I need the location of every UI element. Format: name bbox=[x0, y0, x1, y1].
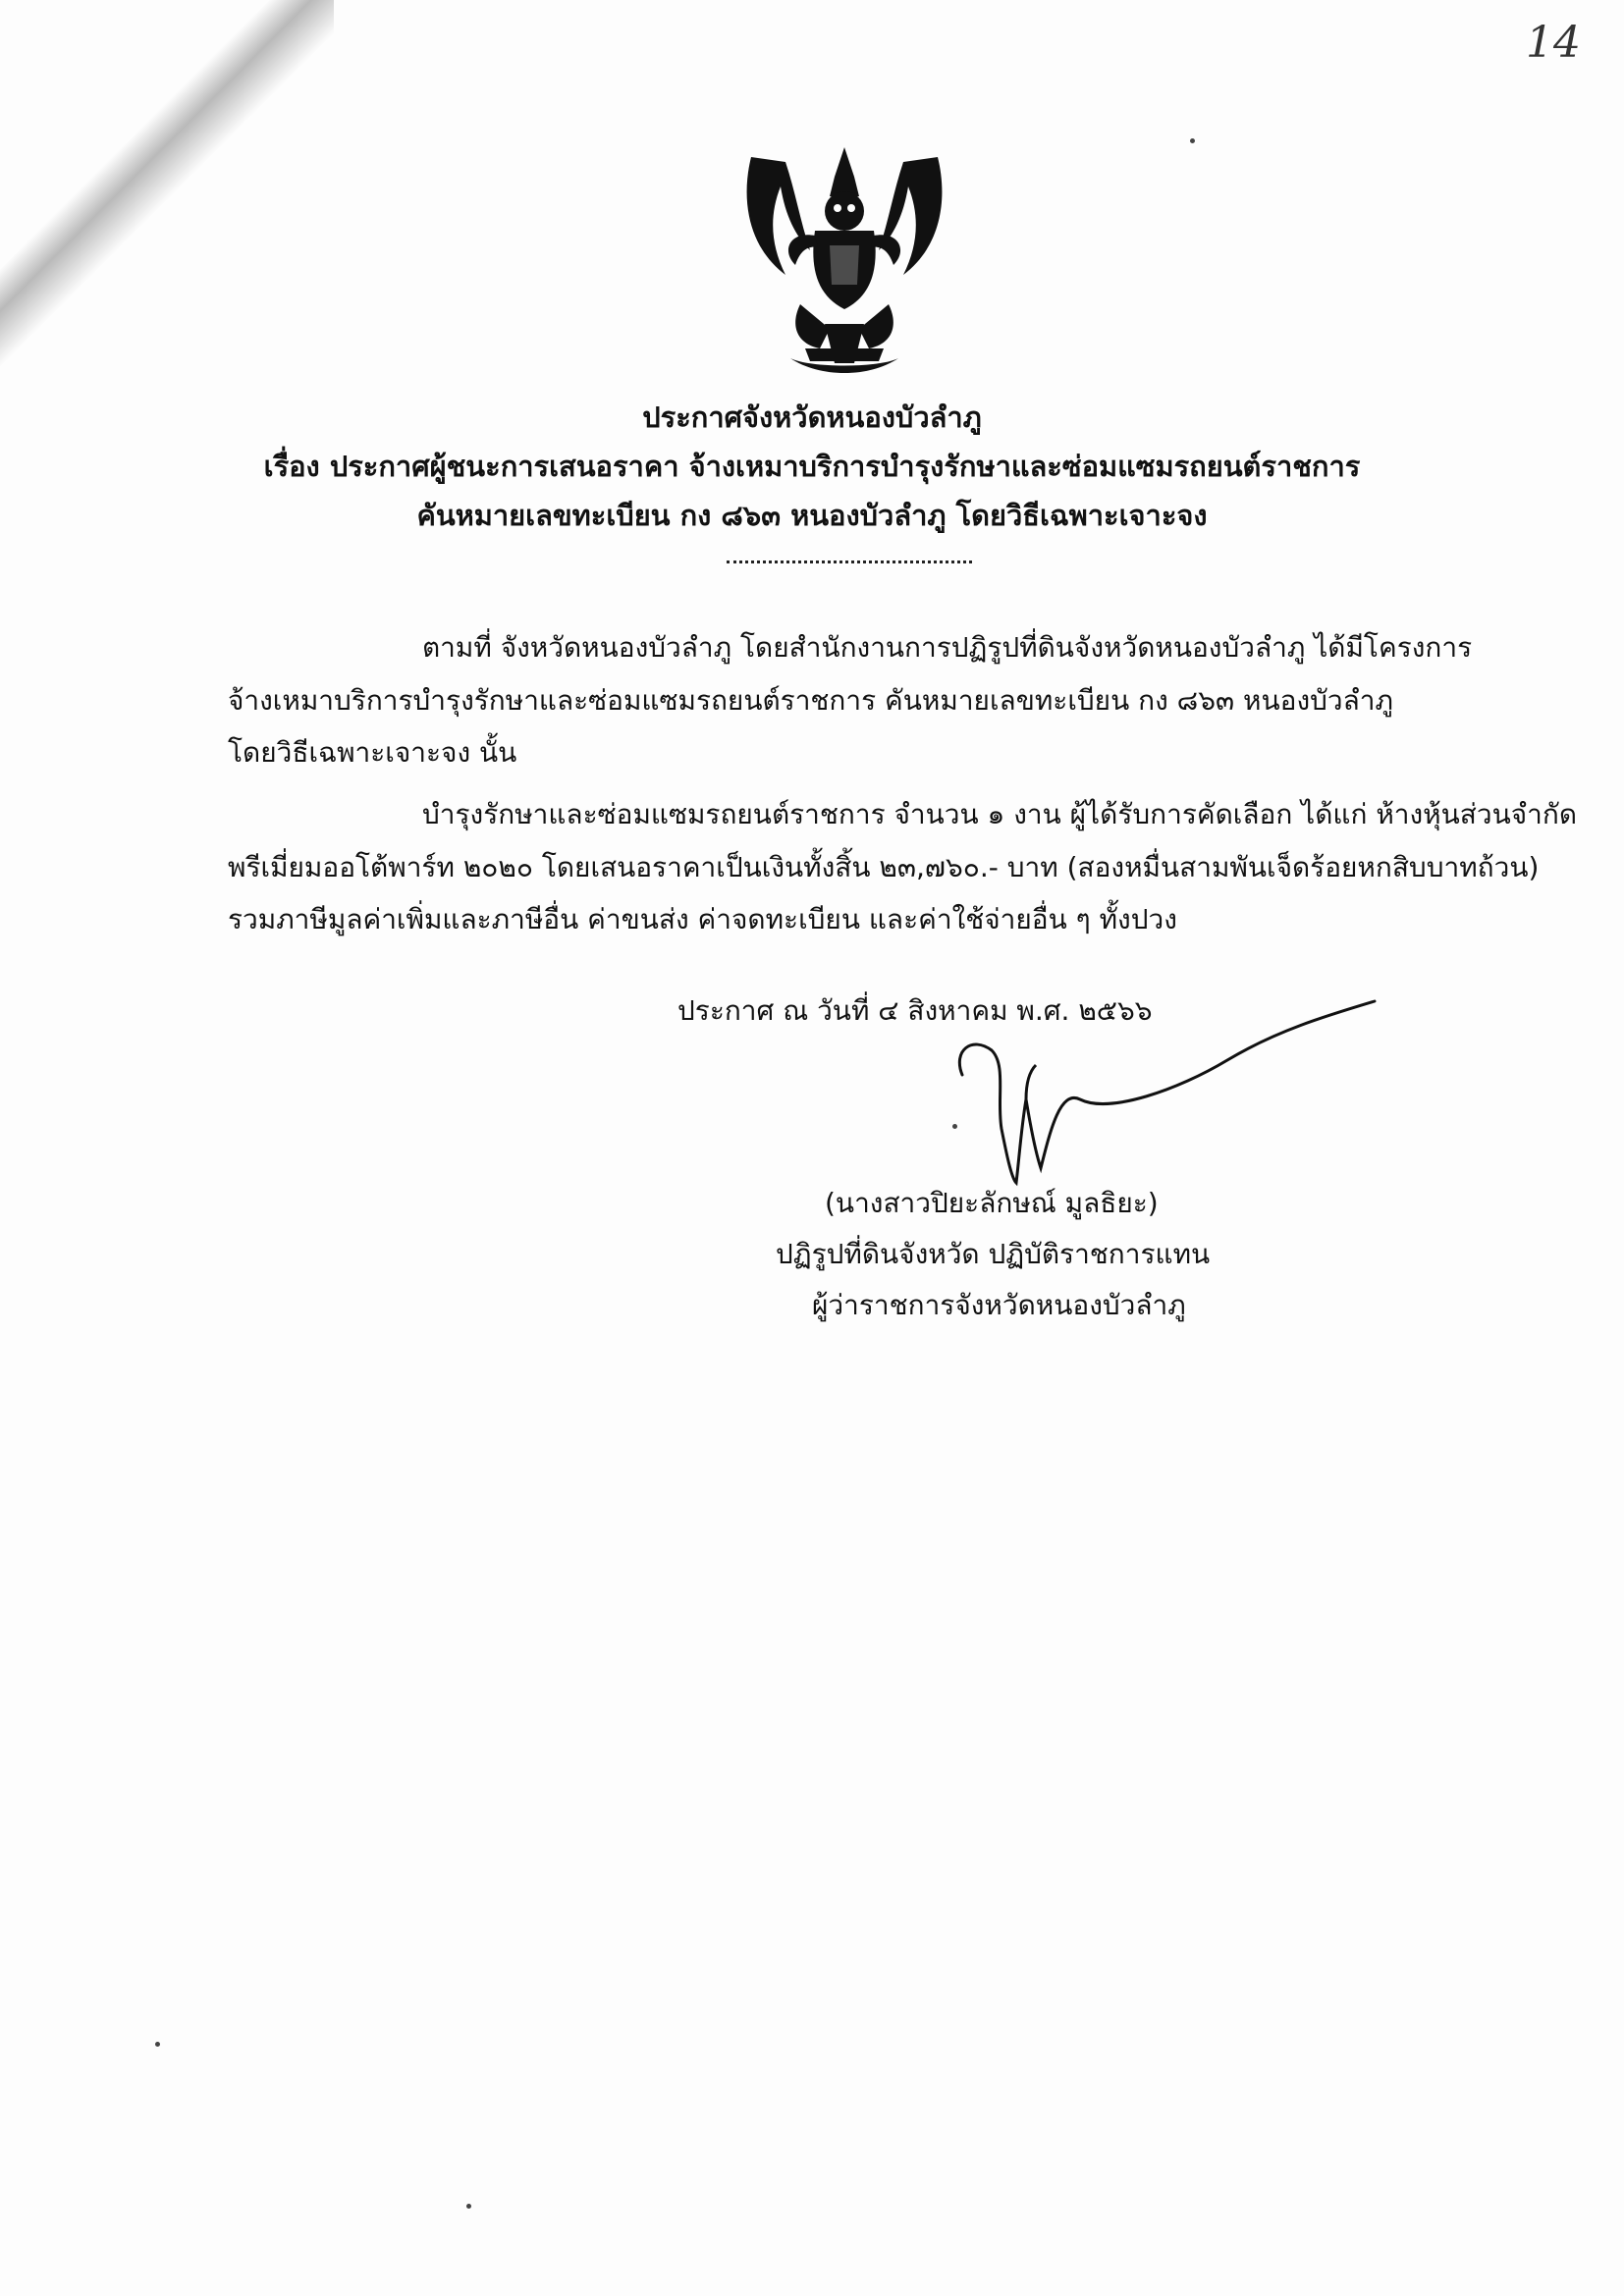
subject-line-2: คันหมายเลขทะเบียน กง ๘๖๓ หนองบัวลำภู โดยวิธีเฉพาะเจาะจง bbox=[416, 499, 1208, 532]
paragraph-1-line-3: โดยวิธีเฉพาะเจาะจง นั้น bbox=[228, 736, 517, 769]
announcement-date: ประกาศ ณ วันที่ ๔ สิงหาคม พ.ศ. ๒๕๖๖ bbox=[677, 994, 1153, 1027]
garuda-emblem-icon bbox=[731, 137, 957, 383]
paragraph-2-line-1: บำรุงรักษาและซ่อมแซมรถยนต์ราชการ จำนวน ๑ งาน ผู้ได้รับการคัดเลือก ได้แก่ ห้างหุ้นส่วนจำกัด bbox=[422, 798, 1577, 830]
signer-role-line-2: ผู้ว่าราชการจังหวัดหนองบัวลำภู bbox=[812, 1289, 1186, 1321]
scan-shadow bbox=[0, 0, 334, 373]
page-number: 14 bbox=[1526, 18, 1581, 68]
scan-speck bbox=[155, 2042, 160, 2047]
paragraph-1-line-2: จ้างเหมาบริการบำรุงรักษาและซ่อมแซมรถยนต์ราชการ คันหมายเลขทะเบียน กง ๘๖๓ หนองบัวลำภู bbox=[228, 684, 1393, 717]
scan-speck bbox=[1190, 138, 1195, 143]
paragraph-2-line-2: พรีเมี่ยมออโต้พาร์ท ๒๐๒๐ โดยเสนอราคาเป็นเงินทั้งสิ้น ๒๓,๗๖๐.- บาท (สองหมื่นสามพันเจ็ดร้อยหกสิบบาทถ้วน) bbox=[228, 851, 1540, 883]
signer-name: (นางสาวปิยะลักษณ์ มูลธิยะ) bbox=[825, 1187, 1159, 1219]
scan-speck bbox=[952, 1124, 957, 1129]
scan-speck bbox=[466, 2204, 471, 2209]
subject-line-1: เรื่อง ประกาศผู้ชนะการเสนอราคา จ้างเหมาบริการบำรุงรักษาและซ่อมแซมรถยนต์ราชการ bbox=[263, 450, 1361, 483]
handwritten-signature bbox=[933, 982, 1384, 1188]
paragraph-2-line-3: รวมภาษีมูลค่าเพิ่มและภาษีอื่น ค่าขนส่ง ค่าจดทะเบียน และค่าใช้จ่ายอื่น ๆ ทั้งปวง bbox=[228, 903, 1177, 935]
signer-role-line-1: ปฏิรูปที่ดินจังหวัด ปฏิบัติราชการแทน bbox=[776, 1238, 1211, 1270]
paragraph-1-line-1: ตามที่ จังหวัดหนองบัวลำภู โดยสำนักงานการปฏิรูปที่ดินจังหวัดหนองบัวลำภู ได้มีโครงการ bbox=[422, 631, 1473, 664]
dotted-divider bbox=[727, 561, 972, 563]
announcement-title: ประกาศจังหวัดหนองบัวลำภู bbox=[642, 400, 982, 434]
